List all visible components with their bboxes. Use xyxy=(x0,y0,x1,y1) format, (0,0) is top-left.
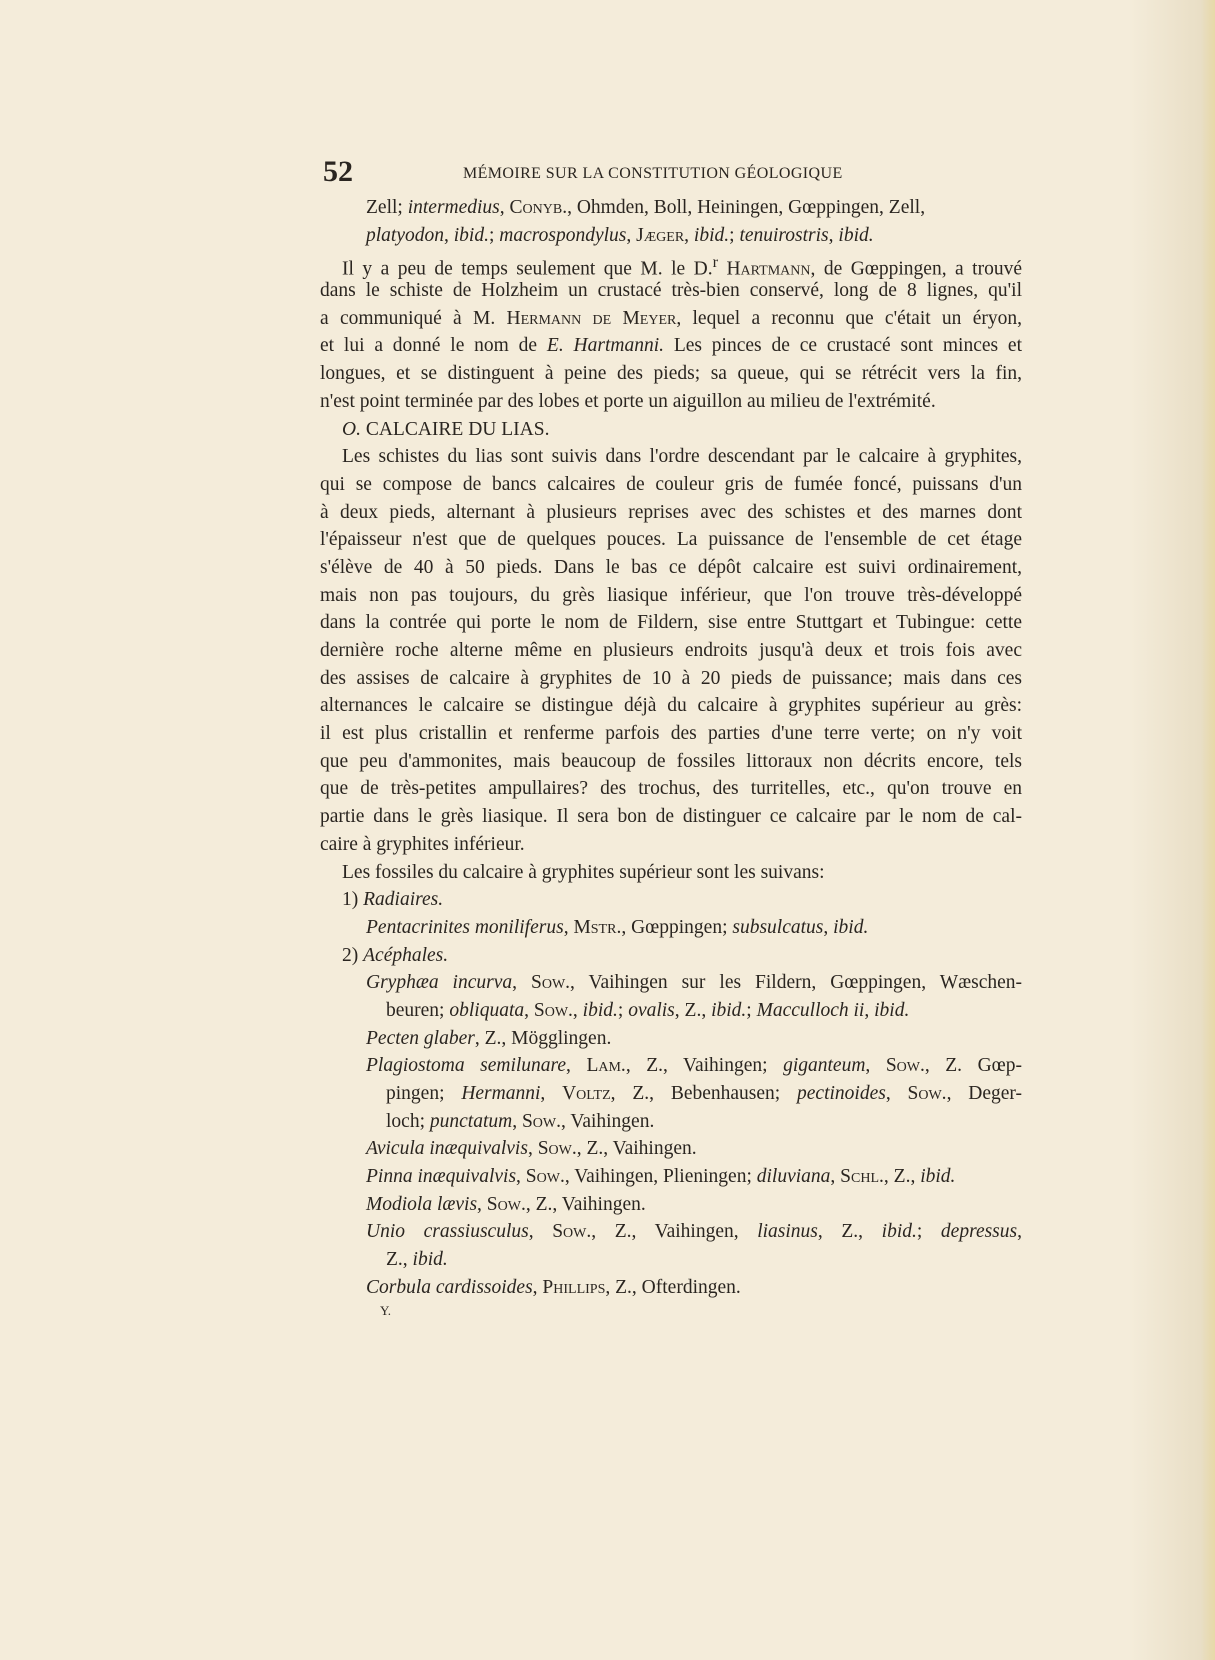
text-line: dans la contrée qui porte le nom de Fildern, sise entre Stuttgart et Tubingue: cette xyxy=(320,612,1022,634)
text-line: O. CALCAIRE DU LIAS. xyxy=(342,418,550,440)
text-line: Gryphæa incurva, Sow., Vaihingen sur les Fildern, Gœppingen, Wæschen- xyxy=(366,972,1023,994)
page-edge xyxy=(1201,0,1215,1660)
text-line: n'est point terminée par des lobes et porte un aiguillon au milieu de l'extrémité. xyxy=(320,390,936,412)
text-line: Plagiostoma semilunare, Lam., Z., Vaihingen; giganteum, Sow., Z. Gœp- xyxy=(366,1055,1022,1077)
text-line: longues, et se distinguent à peine des pieds; sa queue, qui se rétrécit vers la fin, xyxy=(320,363,1022,385)
text-line: caire à gryphites inférieur. xyxy=(320,833,525,855)
text-line: dernière roche alterne même en plusieurs endroits jusqu'à deux et trois fois avec xyxy=(320,640,1022,661)
text-line: 1) Radiaires. xyxy=(342,889,444,911)
text-line: à deux pieds, alternant à plusieurs reprises avec des schistes et des marnes dont xyxy=(320,501,1022,523)
text-line: des assises de calcaire à gryphites de 10 à 20 pieds de puissance; mais dans ces xyxy=(320,667,1022,689)
text-line: Z., ibid. xyxy=(386,1249,448,1271)
text-line: qui se compose de bancs calcaires de couleur gris de fumée foncé, puissans d'un xyxy=(320,473,1022,495)
text-line: que de très-petites ampullaires? des trochus, des turritelles, etc., qu'on trouve en xyxy=(320,778,1022,800)
text-line: Avicula inæquivalvis, Sow., Z., Vaihingen. xyxy=(366,1138,697,1160)
text-line: que peu d'ammonites, mais beaucoup de fossiles littoraux non décrits encore, tels xyxy=(320,750,1022,772)
text-line: platyodon, ibid.; macrospondylus, Jæger, ibid.; tenuirostris, ibid. xyxy=(366,224,874,246)
text-line: Il y a peu de temps seulement que M. le D.$^r$ Hartmann, de Gœppingen, a trouvé xyxy=(342,253,1022,280)
text-line: loch; punctatum, Sow., Vaihingen. xyxy=(386,1110,655,1132)
page-header xyxy=(323,155,1023,189)
text-line: Les fossiles du calcaire à gryphites supérieur sont les suivans: xyxy=(342,861,825,883)
text-line: Zell; intermedius, Conyb., Ohmden, Boll, Heiningen, Gœppingen, Zell, xyxy=(366,197,926,218)
text-line: partie dans le grès liasique. Il sera bon de distinguer ce calcaire par le nom de cal- xyxy=(320,806,1022,828)
text-line: mais non pas toujours, du grès liasique inférieur, que l'on trouve très-développé xyxy=(320,584,1022,606)
text-line: Modiola lævis, Sow., Z., Vaihingen. xyxy=(366,1193,646,1215)
text-line: l'épaisseur n'est que de quelques pouces. La puissance de l'ensemble de cet étage xyxy=(320,529,1022,551)
text-line: s'élève de 40 à 50 pieds. Dans le bas ce dépôt calcaire est suivi ordinairement, xyxy=(320,556,1022,578)
text-line: Pentacrinites moniliferus, Mstr., Gœppingen; subsulcatus, ibid. xyxy=(366,916,869,938)
text-line: Pinna inæquivalvis, Sow., Vaihingen, Plieningen; diluviana, Schl., Z., ibid. xyxy=(366,1166,956,1188)
text-line: Corbula cardissoides, Phillips, Z., Ofterdingen. xyxy=(366,1276,741,1298)
text-line: et lui a donné le nom de E. Hartmanni. Les pinces de ce crustacé sont minces et xyxy=(320,335,1022,357)
running-head: MÉMOIRE SUR LA CONSTITUTION GÉOLOGIQUE xyxy=(463,165,843,182)
text-line: Unio crassiusculus, Sow., Z., Vaihingen, liasinus, Z., ibid.; depressus, xyxy=(366,1221,1022,1243)
signature-mark: Y. xyxy=(380,1302,391,1318)
page-number: 52 xyxy=(323,155,353,188)
text-line: il est plus cristallin et renferme parfois des parties d'une terre verte; on n'y voit xyxy=(320,723,1022,745)
text-line: pingen; Hermanni, Voltz, Z., Bebenhausen; pectinoides, Sow., Deger- xyxy=(386,1083,1022,1104)
text-line: Les schistes du lias sont suivis dans l'ordre descendant par le calcaire à gryphites, xyxy=(342,446,1022,468)
text-line: a communiqué à M. Hermann de Meyer, lequel a reconnu que c'était un éryon, xyxy=(320,307,1022,329)
text-line: alternances le calcaire se distingue déjà du calcaire à gryphites supérieur au grès: xyxy=(320,695,1022,717)
body-text xyxy=(320,194,1022,1320)
text-line: dans le schiste de Holzheim un crustacé très-bien conservé, long de 8 lignes, qu'il xyxy=(320,280,1022,302)
text-line: beuren; obliquata, Sow., ibid.; ovalis, Z., ibid.; Macculloch ii, ibid. xyxy=(386,999,910,1021)
text-line: Pecten glaber, Z., Mögglingen. xyxy=(366,1027,612,1049)
text-line: 2) Acéphales. xyxy=(342,944,449,966)
